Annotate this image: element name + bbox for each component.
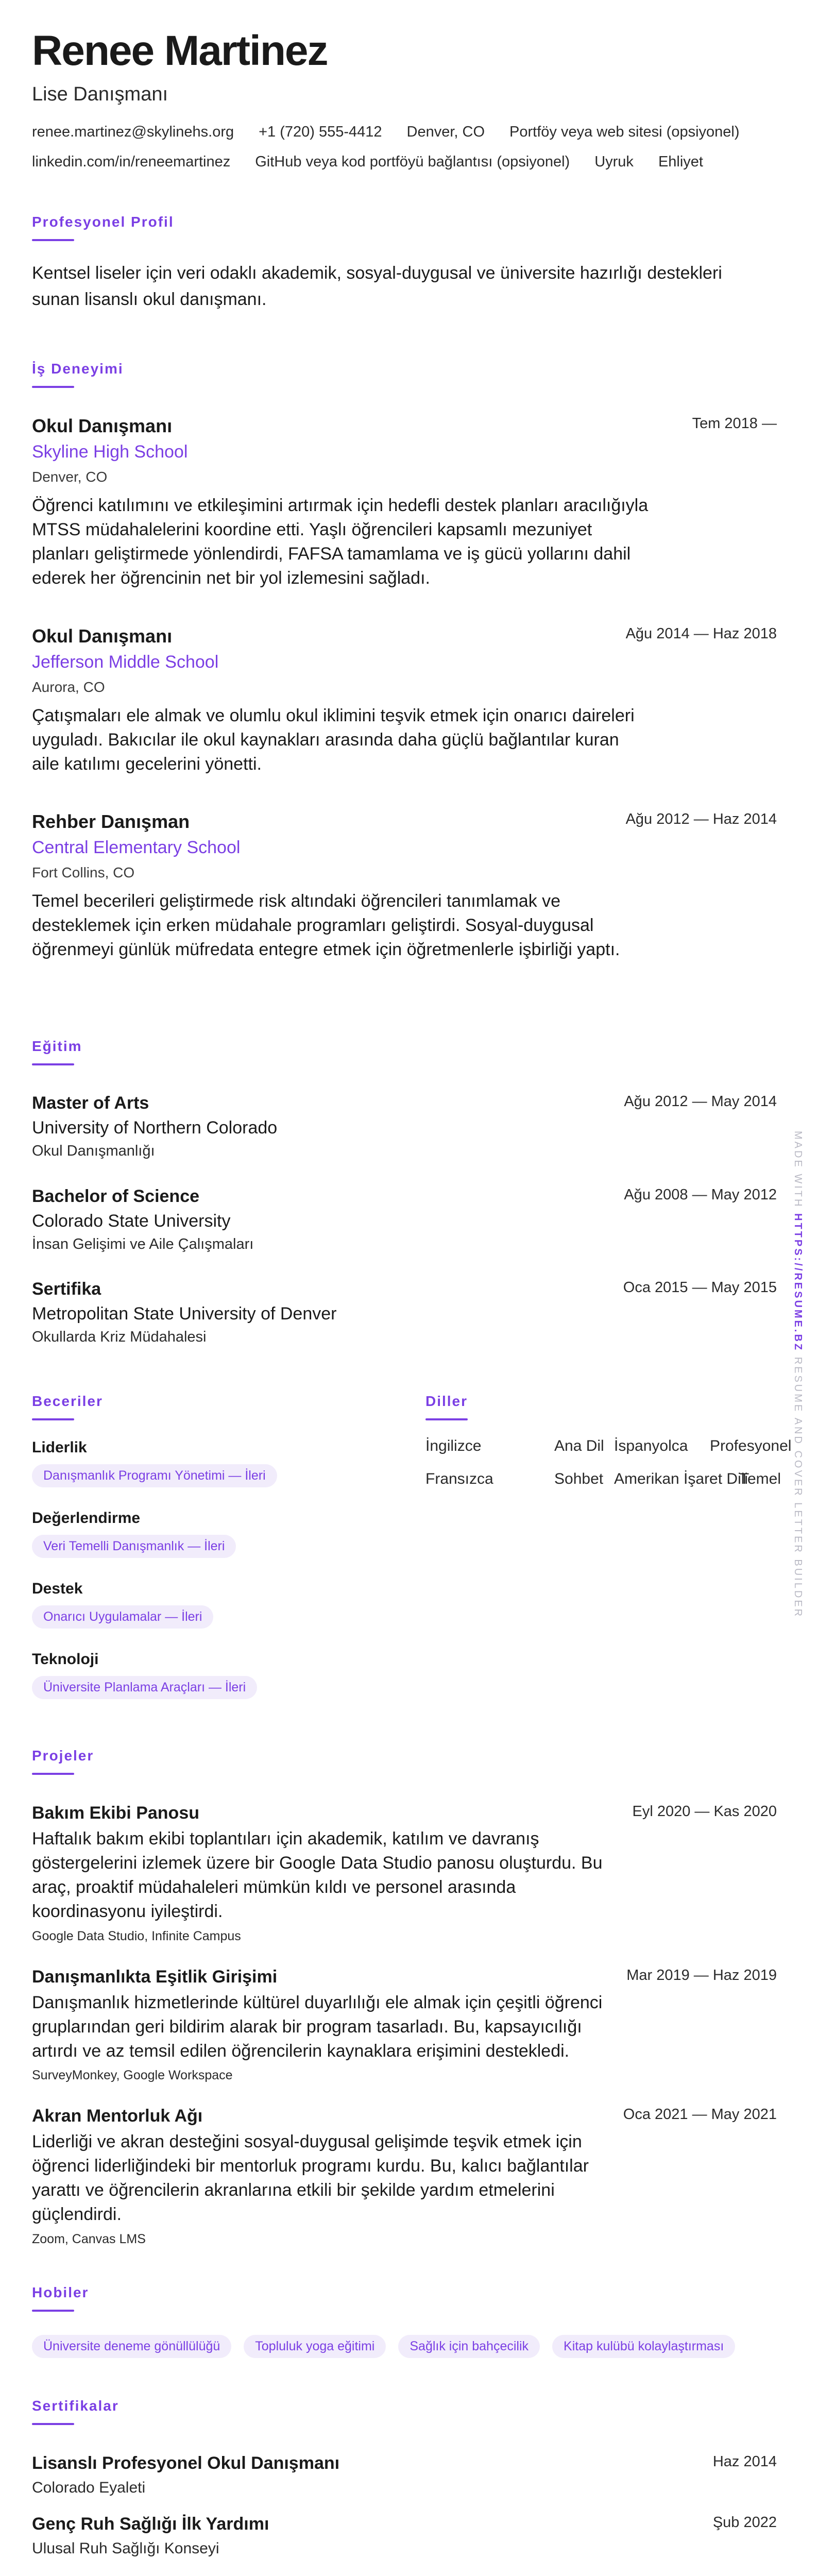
candidate-name: Renee Martinez: [32, 27, 328, 74]
skill-pill: Veri Temelli Danışmanlık — İleri: [32, 1535, 236, 1558]
education-date: Ağu 2012 — May 2014: [624, 1093, 777, 1110]
job-description: Çatışmaları ele almak ve olumlu okul iklimini teşvik etmek için onarıcı daireleri uyguladı. Bakıcılar ile okul kaynakları arasında daha güçlü bağlantılar kuran aile katılımı gecelerini yönetti.: [32, 706, 635, 774]
job-title: Rehber Danışman: [32, 811, 190, 832]
section-heading-skills: Beceriler: [32, 1393, 103, 1409]
section-heading-languages: Diller: [425, 1393, 468, 1409]
skill-pill: Danışmanlık Programı Yönetimi — İleri: [32, 1464, 277, 1487]
project-date: Mar 2019 — Haz 2019: [626, 1967, 777, 1984]
job-date: Ağu 2012 — Haz 2014: [625, 811, 777, 827]
education-school: Metropolitan State University of Denver: [32, 1304, 337, 1324]
language-level: Ana Dil: [554, 1437, 604, 1454]
education-school: University of Northern Colorado: [32, 1118, 278, 1138]
project-title: Danışmanlıkta Eşitlik Girişimi: [32, 1967, 278, 1987]
job-location: Aurora, CO: [32, 679, 105, 695]
certificate-issuer: Ulusal Ruh Sağlığı Konseyi: [32, 2540, 219, 2557]
skill-pill: Onarıcı Uygulamalar — İleri: [32, 1605, 213, 1629]
section-rule: [32, 1418, 74, 1420]
candidate-title: Lise Danışmanı: [32, 83, 168, 105]
project-date: Eyl 2020 — Kas 2020: [632, 1803, 777, 1820]
language-name: İspanyolca: [614, 1437, 688, 1454]
skill-category: Liderlik: [32, 1439, 87, 1456]
nationality-text: Uyruk: [594, 154, 634, 170]
section-heading-experience: İş Deneyimi: [32, 361, 124, 377]
education-field: Okul Danışmanlığı: [32, 1143, 155, 1159]
education-school: Colorado State University: [32, 1211, 231, 1231]
watermark-prefix: MADE WITH: [792, 1131, 804, 1209]
website-link[interactable]: Portföy veya web sitesi (opsiyonel): [509, 124, 740, 140]
language-name: Fransızca: [425, 1470, 493, 1487]
language-name: Amerikan İşaret Dili: [614, 1470, 748, 1487]
resume-bz-link[interactable]: HTTPS://RESUME.BZ: [792, 1213, 804, 1352]
project-description: Haftalık bakım ekibi toplantıları için akademik, katılım ve davranış göstergelerini izlemek üzere bir Google Data Studio panosu oluşturdu. Bu araç, proaktif müdahaleleri mümkün kıldı ve personel arasında koordinasyonu iyileştirdi.: [32, 1829, 603, 1921]
education-degree: Bachelor of Science: [32, 1187, 200, 1206]
education-date: Oca 2015 — May 2015: [623, 1279, 777, 1296]
project-date: Oca 2021 — May 2021: [623, 2106, 777, 2123]
education-date: Ağu 2008 — May 2012: [624, 1187, 777, 1203]
job-company: Central Elementary School: [32, 838, 241, 857]
job-title: Okul Danışmanı: [32, 625, 173, 647]
skill-pill: Üniversite Planlama Araçları — İleri: [32, 1676, 257, 1699]
job-location: Fort Collins, CO: [32, 865, 135, 880]
github-link[interactable]: GitHub veya kod portföyü bağlantısı (opsiyonel): [255, 154, 570, 170]
section-rule: [32, 2310, 74, 2312]
hobby-pill: Üniversite deneme gönüllülüğü: [32, 2335, 231, 2358]
language-level: Sohbet: [554, 1470, 604, 1487]
skill-category: Değerlendirme: [32, 1510, 141, 1527]
job-company: Jefferson Middle School: [32, 652, 219, 672]
education-degree: Master of Arts: [32, 1093, 149, 1113]
profile-summary: Kentsel liseler için veri odaklı akademik, sosyal-duygusal ve üniversite hazırlığı destekleri sunan lisanslı okul danışmanı.: [32, 263, 722, 309]
contact-row-secondary: [32, 154, 703, 171]
job-description: Temel becerileri geliştirmede risk altındaki öğrencileri tanımlamak ve desteklemek için erken müdahale programları geliştirdi. Sosyal-duygusal öğrenmeyi günlük müfredata entegre etmek için öğretmenlerle işbirliği yaptı.: [32, 891, 620, 959]
section-rule: [425, 1418, 468, 1420]
project-tech: Zoom, Canvas LMS: [32, 2232, 146, 2246]
section-rule: [32, 2423, 74, 2425]
job-company: Skyline High School: [32, 442, 188, 462]
license-text: Ehliyet: [658, 154, 703, 170]
job-date: Ağu 2014 — Haz 2018: [625, 625, 777, 642]
hobby-pill: Kitap kulübü kolaylaştırması: [552, 2335, 735, 2358]
project-tech: SurveyMonkey, Google Workspace: [32, 2068, 233, 2082]
education-degree: Sertifika: [32, 1279, 101, 1299]
job-location: Denver, CO: [32, 469, 108, 485]
made-with-watermark: [792, 1131, 804, 1618]
certificate-title: Genç Ruh Sağlığı İlk Yardımı: [32, 2514, 269, 2534]
language-level: Profesyonel: [710, 1437, 792, 1454]
email-link[interactable]: renee.martinez@skylinehs.org: [32, 124, 234, 140]
certificate-issuer: Colorado Eyaleti: [32, 2479, 146, 2496]
section-rule: [32, 1773, 74, 1775]
job-title: Okul Danışmanı: [32, 415, 173, 436]
job-description: Öğrenci katılımını ve etkileşimini artırmak için hedefli destek planları aracılığıyla MTSS müdahalelerini koordine etti. Yaşlı öğrencileri kapsamlı mezuniyet planları geliştirmede yönlendirdi, FAFSA tamamlama ve iş gücü yollarını dahil ederek her öğrencinin net bir yol izlemesini sağladı.: [32, 496, 649, 588]
education-field: Okullarda Kriz Müdahalesi: [32, 1329, 207, 1345]
certificate-date: Haz 2014: [712, 2453, 777, 2470]
skill-category: Destek: [32, 1580, 83, 1597]
section-heading-projects: Projeler: [32, 1748, 94, 1764]
project-title: Akran Mentorluk Ağı: [32, 2106, 203, 2126]
certificate-date: Şub 2022: [712, 2514, 777, 2531]
linkedin-link[interactable]: linkedin.com/in/reneemartinez: [32, 154, 231, 170]
section-rule: [32, 239, 74, 241]
project-title: Bakım Ekibi Panosu: [32, 1803, 199, 1823]
section-rule: [32, 1063, 74, 1065]
watermark-suffix: RESUME AND COVER LETTER BUILDER: [792, 1357, 804, 1619]
education-field: İnsan Gelişimi ve Aile Çalışmaları: [32, 1236, 254, 1252]
contact-row-primary: [32, 124, 740, 141]
section-heading-profile: Profesyonel Profil: [32, 214, 174, 230]
job-date: Tem 2018 —: [692, 415, 777, 432]
section-heading-education: Eğitim: [32, 1038, 82, 1054]
hobby-list: [32, 2335, 735, 2358]
certificate-title: Lisanslı Profesyonel Okul Danışmanı: [32, 2453, 340, 2473]
section-heading-certificates: Sertifikalar: [32, 2398, 119, 2414]
language-name: İngilizce: [425, 1437, 482, 1454]
hobby-pill: Sağlık için bahçecilik: [398, 2335, 540, 2358]
skill-category: Teknoloji: [32, 1651, 99, 1668]
location-text: Denver, CO: [406, 124, 485, 140]
project-description: Liderliği ve akran desteğini sosyal-duygusal gelişimde teşvik etmek için öğrenci liderliğindeki bir mentorluk programı kurdu. Bu, kalıcı bağlantılar yarattı ve öğrencilerin akranlarına etkili bir şekilde yardım etmelerini güçlendirdi.: [32, 2132, 589, 2224]
language-level: Temel: [740, 1470, 781, 1487]
section-heading-hobbies: Hobiler: [32, 2284, 89, 2300]
project-description: Danışmanlık hizmetlerinde kültürel duyarlılığı ele almak için çeşitli öğrenci gruplarından geri bildirim alarak bir program tasarladı. Bu, kapsayıcılığı artırdı ve az temsil edilen öğrencilerin kaynaklara erişimini destekledi.: [32, 1993, 603, 2061]
project-tech: Google Data Studio, Infinite Campus: [32, 1929, 241, 1943]
phone-link[interactable]: +1 (720) 555-4412: [259, 124, 382, 140]
hobby-pill: Topluluk yoga eğitimi: [244, 2335, 386, 2358]
section-rule: [32, 386, 74, 388]
